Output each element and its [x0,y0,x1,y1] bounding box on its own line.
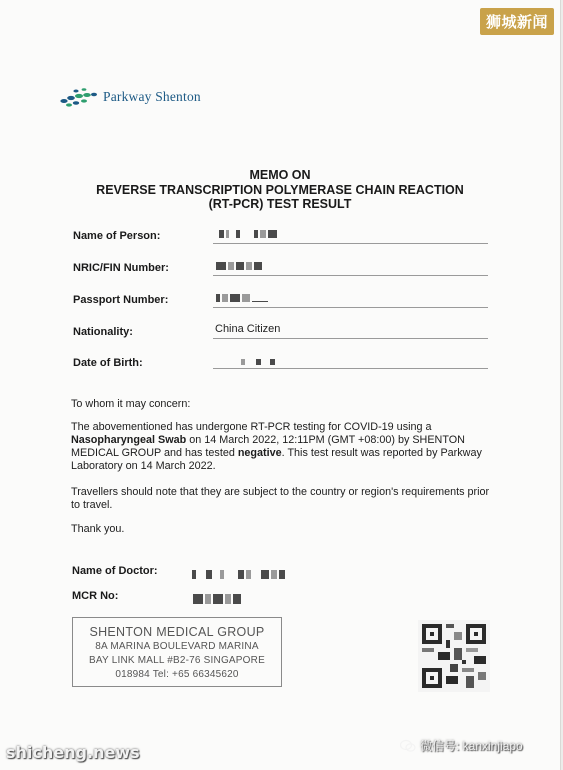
clinic-stamp [72,617,282,687]
qr-code-icon [418,620,490,692]
thank-you: Thank you. [71,523,125,535]
logo-text: Parkway Shenton [103,89,201,104]
nric-rule [213,275,488,276]
memo-title [0,168,560,212]
footer-site-watermark: shicheng.news [6,743,140,762]
parkway-dots-logo-icon [58,86,100,108]
title-line-2: REVERSE TRANSCRIPTION POLYMERASE CHAIN REACTION [96,182,464,197]
name-of-person-field [73,228,488,248]
redacted-passport [216,294,268,302]
redacted-doctor-name [192,570,285,579]
watermark-top: 狮城新闻 [480,8,554,35]
p1-part-c: . This test result was reported by Parkway Laboratory on 14 March 2022. [71,447,482,472]
passport-number-field [73,292,488,312]
redacted-dob [241,359,275,365]
footer-wechat-watermark [400,737,523,754]
p1-part-a: The abovementioned has undergone RT-PCR testing for COVID-19 using a [71,421,432,433]
travel-note: Travellers should note that they are subject to the country or region's requirements prior to travel. [71,486,490,511]
name-label: Name of Person: [73,230,161,242]
title-line-3: (RT-PCR) TEST RESULT [208,197,352,211]
nric-fin-field [73,260,488,280]
nationality-label: Nationality: [73,326,133,338]
nationality-value: China Citizen [215,323,281,335]
dob-rule [213,368,488,369]
redacted-nric [216,262,262,270]
redacted-mcr [193,594,241,604]
mcr-label: MCR No: [72,590,119,602]
nationality-rule [213,338,488,339]
title-line-1: MEMO ON [249,168,311,182]
wechat-icon [400,739,416,753]
doctor-name-label: Name of Doctor: [72,565,158,577]
date-of-birth-field [73,356,488,376]
test-result: negative [237,447,282,459]
parkway-logo [58,86,201,108]
swab-type: Nasopharyngeal Swab [71,434,187,446]
stamp-clinic-name: SHENTON MEDICAL GROUP [89,625,265,639]
p1-part-b: on 14 March 2022, 12:11PM (GMT +08:00) by SHENTON MEDICAL GROUP and has tested [71,434,465,459]
passport-label: Passport Number: [73,294,169,306]
result-paragraph [71,421,491,473]
greeting: To whom it may concern: [71,398,191,410]
wechat-id: 微信号: kanxinjiapo [420,739,523,753]
name-rule [213,243,488,244]
stamp-address-2: BAY LINK MALL #B2-76 SINGAPORE [89,655,265,666]
dob-label: Date of Birth: [73,357,143,369]
redacted-name [219,230,277,238]
nric-label: NRIC/FIN Number: [73,262,169,274]
stamp-postal-tel: 018984 Tel: +65 66345620 [115,669,239,680]
passport-rule [213,307,488,308]
stamp-address-1: 8A MARINA BOULEVARD MARINA [95,641,259,652]
nationality-field [73,323,488,343]
